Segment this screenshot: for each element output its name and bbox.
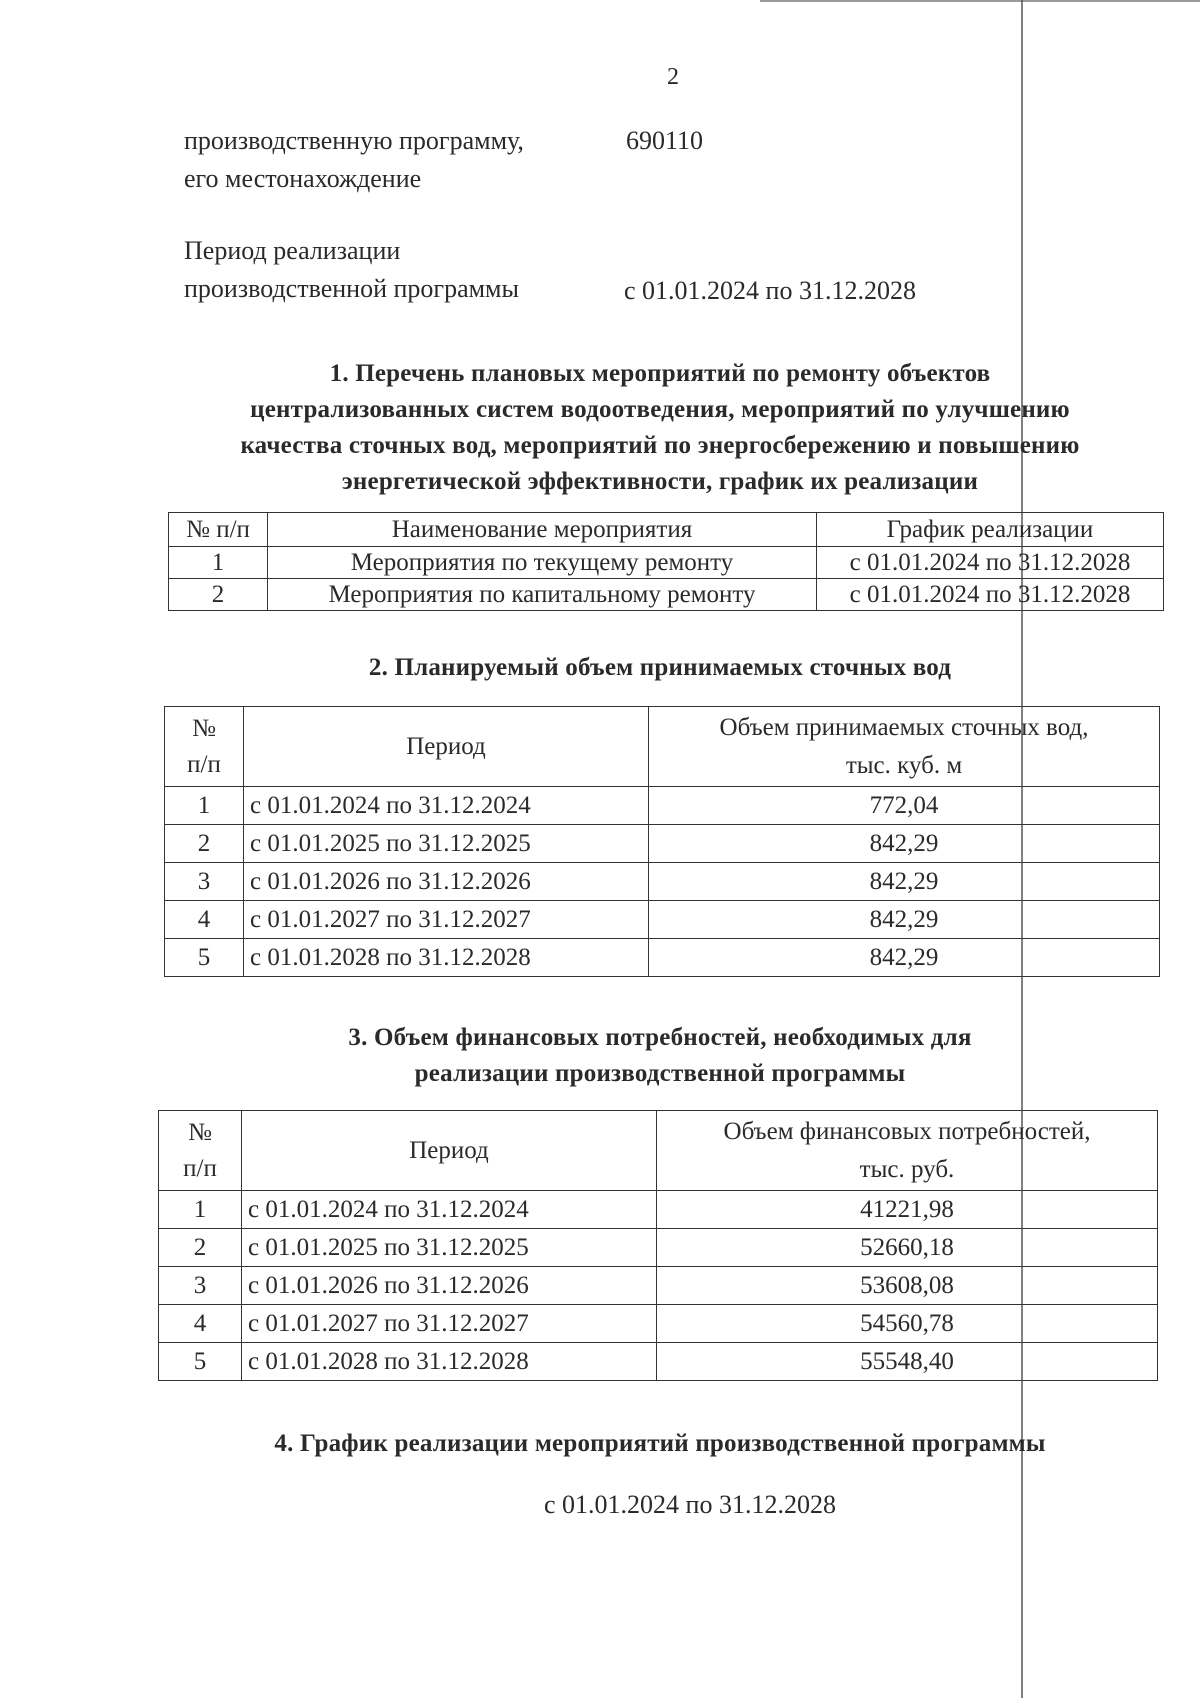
section-3-title-line: 3. Объем финансовых потребностей, необходимых для xyxy=(348,1024,972,1051)
table-header-row xyxy=(159,1111,1158,1191)
col-header-number xyxy=(159,1111,242,1191)
cell-number: 4 xyxy=(165,901,244,939)
cell-period: с 01.01.2025 по 31.12.2025 xyxy=(244,825,649,863)
section-4-title: 4. График реализации мероприятий производственной программы xyxy=(274,1430,1046,1457)
cell-amount: 41221,98 xyxy=(657,1191,1158,1229)
col-header-schedule: График реализации xyxy=(817,513,1164,547)
cell-schedule: с 01.01.2024 по 31.12.2028 xyxy=(817,579,1164,611)
col-header-event-name: Наименование мероприятия xyxy=(268,513,817,547)
cell-amount: 54560,78 xyxy=(657,1305,1158,1343)
section-4-range: с 01.01.2024 по 31.12.2028 xyxy=(544,1490,836,1519)
col-header-period: Период xyxy=(244,707,649,787)
cell-period: с 01.01.2026 по 31.12.2026 xyxy=(242,1267,657,1305)
events-table xyxy=(168,512,1164,611)
col-header-financial-needs xyxy=(657,1111,1158,1191)
page-number: 2 xyxy=(667,64,679,90)
cell-number: 1 xyxy=(159,1191,242,1229)
col-header-number-line: № xyxy=(188,1118,212,1146)
cell-period: с 01.01.2024 по 31.12.2024 xyxy=(244,787,649,825)
cell-event-name: Мероприятия по текущему ремонту xyxy=(268,547,817,579)
cell-number: 5 xyxy=(165,939,244,977)
cell-event-name: Мероприятия по капитальному ремонту xyxy=(268,579,817,611)
section-3-title xyxy=(160,1020,1160,1092)
field-label-line: его местонахождение xyxy=(184,164,422,193)
cell-number: 1 xyxy=(169,547,268,579)
cell-volume: 772,04 xyxy=(649,787,1160,825)
col-header-financial-needs-line: Объем финансовых потребностей, xyxy=(723,1117,1091,1145)
table-row xyxy=(165,787,1160,825)
cell-amount: 55548,40 xyxy=(657,1343,1158,1381)
cell-volume: 842,29 xyxy=(649,863,1160,901)
col-header-number-line: № xyxy=(192,714,216,742)
section-1-title xyxy=(160,356,1160,500)
cell-period: с 01.01.2026 по 31.12.2026 xyxy=(244,863,649,901)
wastewater-volume-table xyxy=(164,706,1160,977)
cell-period: с 01.01.2028 по 31.12.2028 xyxy=(244,939,649,977)
table-row xyxy=(159,1305,1158,1343)
section-1-title-line: качества сточных вод, мероприятий по энергосбережению и повышению xyxy=(240,432,1080,459)
col-header-period: Период xyxy=(242,1111,657,1191)
cell-number: 5 xyxy=(159,1343,242,1381)
cell-period: с 01.01.2024 по 31.12.2024 xyxy=(242,1191,657,1229)
section-2-title: 2. Планируемый объем принимаемых сточных вод xyxy=(368,654,952,681)
table-row xyxy=(159,1267,1158,1305)
section-1-title-line: централизованных систем водоотведения, мероприятий по улучшению xyxy=(250,396,1070,423)
table-row xyxy=(165,901,1160,939)
col-header-number xyxy=(165,707,244,787)
table-row xyxy=(165,939,1160,977)
cell-amount: 53608,08 xyxy=(657,1267,1158,1305)
col-header-number: № п/п xyxy=(169,513,268,547)
field-value-postcode: 690110 xyxy=(626,126,704,155)
col-header-number-line: п/п xyxy=(187,750,221,778)
table-row xyxy=(169,547,1164,579)
table-header-row xyxy=(165,707,1160,787)
table-row xyxy=(165,825,1160,863)
cell-number: 4 xyxy=(159,1305,242,1343)
cell-volume: 842,29 xyxy=(649,901,1160,939)
field-label-period xyxy=(184,232,519,308)
field-label-line: Период реализации xyxy=(184,236,401,265)
table-row xyxy=(165,863,1160,901)
financial-needs-table xyxy=(158,1110,1158,1381)
col-header-number-line: п/п xyxy=(183,1154,217,1182)
field-value-period: с 01.01.2024 по 31.12.2028 xyxy=(624,276,916,305)
field-label-organization xyxy=(184,122,524,198)
table-header-row xyxy=(169,513,1164,547)
scan-edge-line xyxy=(760,0,1200,2)
col-header-volume-line: тыс. куб. м xyxy=(845,751,963,779)
cell-period: с 01.01.2025 по 31.12.2025 xyxy=(242,1229,657,1267)
cell-number: 3 xyxy=(159,1267,242,1305)
field-label-line: производственную программу, xyxy=(184,126,524,155)
table-row xyxy=(159,1343,1158,1381)
section-3-title-line: реализации производственной программы xyxy=(414,1060,906,1087)
cell-number: 1 xyxy=(165,787,244,825)
cell-period: с 01.01.2027 по 31.12.2027 xyxy=(242,1305,657,1343)
cell-number: 2 xyxy=(169,579,268,611)
cell-schedule: с 01.01.2024 по 31.12.2028 xyxy=(817,547,1164,579)
cell-volume: 842,29 xyxy=(649,939,1160,977)
table-row xyxy=(159,1229,1158,1267)
col-header-volume xyxy=(649,707,1160,787)
cell-number: 2 xyxy=(165,825,244,863)
table-row xyxy=(159,1191,1158,1229)
col-header-volume-line: Объем принимаемых сточных вод, xyxy=(719,713,1089,741)
cell-amount: 52660,18 xyxy=(657,1229,1158,1267)
section-1-title-line: 1. Перечень плановых мероприятий по ремонту объектов xyxy=(329,360,991,387)
cell-number: 3 xyxy=(165,863,244,901)
cell-number: 2 xyxy=(159,1229,242,1267)
col-header-financial-needs-line: тыс. руб. xyxy=(859,1155,955,1183)
field-label-line: производственной программы xyxy=(184,274,519,303)
table-row xyxy=(169,579,1164,611)
cell-period: с 01.01.2027 по 31.12.2027 xyxy=(244,901,649,939)
cell-period: с 01.01.2028 по 31.12.2028 xyxy=(242,1343,657,1381)
cell-volume: 842,29 xyxy=(649,825,1160,863)
section-1-title-line: энергетической эффективности, график их реализации xyxy=(341,468,979,495)
